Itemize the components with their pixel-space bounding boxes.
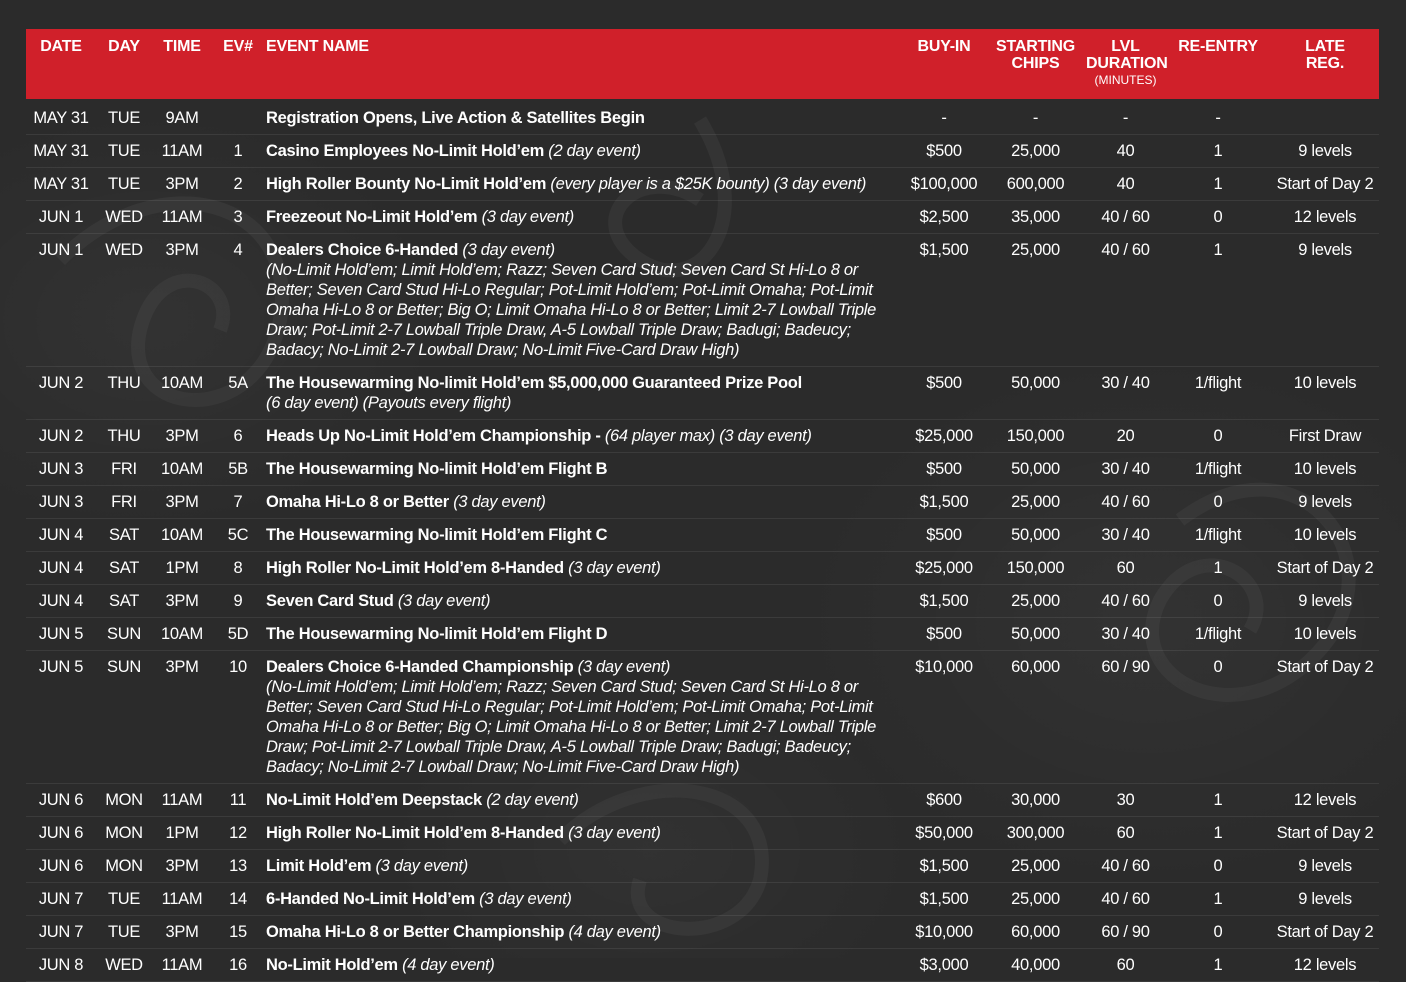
cell-buy-in: $600 bbox=[903, 784, 985, 817]
cell-level-duration: 30 / 40 bbox=[1086, 618, 1165, 651]
cell-buy-in: $10,000 bbox=[903, 651, 985, 784]
header-day: DAY bbox=[96, 29, 152, 99]
cell-re-entry: 1/flight bbox=[1165, 618, 1271, 651]
cell-time: 3PM bbox=[152, 850, 212, 883]
cell-date: MAY 31 bbox=[26, 135, 96, 168]
cell-buy-in: $500 bbox=[903, 135, 985, 168]
cell-ev: 16 bbox=[212, 949, 264, 982]
cell-date: JUN 4 bbox=[26, 585, 96, 618]
cell-starting-chips: 25,000 bbox=[985, 883, 1086, 916]
cell-re-entry: 0 bbox=[1165, 916, 1271, 949]
event-title: Seven Card Stud bbox=[266, 592, 394, 610]
cell-event-name bbox=[264, 916, 903, 949]
header-starting-chips bbox=[985, 29, 1086, 99]
event-title: Freezeout No-Limit Hold’em bbox=[266, 208, 478, 226]
cell-ev: 1 bbox=[212, 135, 264, 168]
header-lvl-line1: LVL bbox=[1111, 38, 1140, 55]
cell-late-reg: 9 levels bbox=[1271, 585, 1379, 618]
cell-buy-in: $500 bbox=[903, 453, 985, 486]
table-row bbox=[26, 99, 1379, 135]
header-buy-in: BUY-IN bbox=[903, 29, 985, 99]
cell-late-reg: 10 levels bbox=[1271, 618, 1379, 651]
cell-time: 10AM bbox=[152, 453, 212, 486]
cell-event-name bbox=[264, 168, 903, 201]
cell-late-reg: 9 levels bbox=[1271, 883, 1379, 916]
cell-level-duration: 60 / 90 bbox=[1086, 651, 1165, 784]
cell-time: 11AM bbox=[152, 201, 212, 234]
cell-event-name bbox=[264, 651, 903, 784]
header-event-name: EVENT NAME bbox=[264, 29, 903, 99]
cell-starting-chips: 600,000 bbox=[985, 168, 1086, 201]
table-row bbox=[26, 651, 1379, 784]
cell-day: THU bbox=[96, 420, 152, 453]
cell-starting-chips: 35,000 bbox=[985, 201, 1086, 234]
cell-ev: 5A bbox=[212, 367, 264, 420]
cell-starting-chips: 50,000 bbox=[985, 367, 1086, 420]
cell-level-duration: 30 / 40 bbox=[1086, 367, 1165, 420]
cell-late-reg: Start of Day 2 bbox=[1271, 168, 1379, 201]
cell-day: SUN bbox=[96, 651, 152, 784]
event-note: (3 day event) bbox=[481, 208, 574, 226]
cell-time: 3PM bbox=[152, 234, 212, 367]
cell-buy-in: $10,000 bbox=[903, 916, 985, 949]
cell-time: 10AM bbox=[152, 367, 212, 420]
cell-starting-chips: 60,000 bbox=[985, 916, 1086, 949]
cell-re-entry: 1 bbox=[1165, 949, 1271, 982]
cell-late-reg: 9 levels bbox=[1271, 850, 1379, 883]
cell-date: JUN 3 bbox=[26, 486, 96, 519]
cell-event-name bbox=[264, 817, 903, 850]
cell-level-duration: 40 / 60 bbox=[1086, 850, 1165, 883]
cell-ev: 5B bbox=[212, 453, 264, 486]
event-title: No-Limit Hold’em bbox=[266, 956, 398, 974]
cell-buy-in: $1,500 bbox=[903, 850, 985, 883]
cell-re-entry: 0 bbox=[1165, 420, 1271, 453]
event-title: High Roller No-Limit Hold’em 8-Handed bbox=[266, 824, 564, 842]
cell-late-reg: 9 levels bbox=[1271, 234, 1379, 367]
cell-ev: 3 bbox=[212, 201, 264, 234]
cell-late-reg: 10 levels bbox=[1271, 367, 1379, 420]
cell-ev: 8 bbox=[212, 552, 264, 585]
event-title: Dealers Choice 6-Handed Championship bbox=[266, 658, 574, 676]
event-details: (6 day event) (Payouts every flight) bbox=[266, 394, 512, 412]
cell-date: JUN 1 bbox=[26, 234, 96, 367]
cell-event-name bbox=[264, 949, 903, 982]
cell-event-name bbox=[264, 618, 903, 651]
cell-re-entry: 1/flight bbox=[1165, 367, 1271, 420]
cell-starting-chips: 150,000 bbox=[985, 420, 1086, 453]
cell-date: JUN 5 bbox=[26, 618, 96, 651]
cell-event-name bbox=[264, 420, 903, 453]
cell-starting-chips: 30,000 bbox=[985, 784, 1086, 817]
cell-level-duration: 60 bbox=[1086, 949, 1165, 982]
event-note: (3 day event) bbox=[397, 592, 491, 610]
event-note: (3 day event) bbox=[375, 857, 468, 875]
cell-date: MAY 31 bbox=[26, 168, 96, 201]
cell-date: JUN 3 bbox=[26, 453, 96, 486]
event-title: The Housewarming No-limit Hold’em $5,000,000 Guaranteed Prize Pool bbox=[266, 374, 802, 392]
cell-event-name bbox=[264, 784, 903, 817]
cell-late-reg: 9 levels bbox=[1271, 486, 1379, 519]
cell-starting-chips: 150,000 bbox=[985, 552, 1086, 585]
cell-day: TUE bbox=[96, 883, 152, 916]
schedule-table bbox=[26, 29, 1379, 982]
cell-buy-in: $1,500 bbox=[903, 883, 985, 916]
event-note: (3 day event) bbox=[568, 824, 661, 842]
event-title: Omaha Hi-Lo 8 or Better bbox=[266, 493, 449, 511]
cell-day: TUE bbox=[96, 135, 152, 168]
header-ev: EV# bbox=[212, 29, 264, 99]
cell-starting-chips: 50,000 bbox=[985, 618, 1086, 651]
header-late-reg bbox=[1271, 29, 1379, 99]
cell-late-reg: First Draw bbox=[1271, 420, 1379, 453]
cell-date: JUN 6 bbox=[26, 850, 96, 883]
cell-buy-in: - bbox=[903, 99, 985, 135]
cell-time: 11AM bbox=[152, 949, 212, 982]
cell-starting-chips: 40,000 bbox=[985, 949, 1086, 982]
table-row bbox=[26, 519, 1379, 552]
cell-time: 11AM bbox=[152, 784, 212, 817]
cell-starting-chips: 300,000 bbox=[985, 817, 1086, 850]
cell-date: JUN 1 bbox=[26, 201, 96, 234]
cell-day: WED bbox=[96, 201, 152, 234]
table-row bbox=[26, 420, 1379, 453]
cell-starting-chips: 25,000 bbox=[985, 234, 1086, 367]
cell-re-entry: 1 bbox=[1165, 168, 1271, 201]
event-title: 6-Handed No-Limit Hold’em bbox=[266, 890, 475, 908]
cell-buy-in: $25,000 bbox=[903, 552, 985, 585]
cell-starting-chips: 50,000 bbox=[985, 519, 1086, 552]
cell-level-duration: 40 / 60 bbox=[1086, 234, 1165, 367]
cell-starting-chips: 25,000 bbox=[985, 585, 1086, 618]
event-note: (2 day event) bbox=[486, 791, 579, 809]
table-row bbox=[26, 883, 1379, 916]
cell-day: SAT bbox=[96, 552, 152, 585]
table-row bbox=[26, 585, 1379, 618]
cell-event-name bbox=[264, 234, 903, 367]
cell-starting-chips: - bbox=[985, 99, 1086, 135]
header-late-line2: REG. bbox=[1305, 55, 1345, 72]
cell-starting-chips: 25,000 bbox=[985, 135, 1086, 168]
cell-event-name bbox=[264, 883, 903, 916]
cell-event-name bbox=[264, 201, 903, 234]
table-row bbox=[26, 453, 1379, 486]
cell-date: JUN 7 bbox=[26, 916, 96, 949]
table-row bbox=[26, 949, 1379, 982]
event-title: Omaha Hi-Lo 8 or Better Championship bbox=[266, 923, 565, 941]
event-title: Casino Employees No-Limit Hold’em bbox=[266, 142, 544, 160]
cell-buy-in: $100,000 bbox=[903, 168, 985, 201]
cell-date: JUN 6 bbox=[26, 817, 96, 850]
cell-day: WED bbox=[96, 949, 152, 982]
cell-ev bbox=[212, 99, 264, 135]
event-details: (No-Limit Hold’em; Limit Hold’em; Razz; Seven Card Stud; Seven Card St Hi-Lo 8 or Better; Seven Card Stud Hi-Lo Regular; Pot-Limit Hold’em; Pot-Limit Omaha; Pot-Limit Omaha Hi-Lo 8 or Better; Big O; Limit Omaha Hi-Lo 8 or Better; Limit 2-7 Lowball Triple Draw; Pot-Limit 2-7 Lowball Triple Draw, A-5 Lowball Triple Draw; Badugi; Badeucy; Badacy; No-Limit 2-7 Lowball Draw; No-Limit Five-Card Draw High) bbox=[266, 678, 877, 776]
cell-level-duration: 30 bbox=[1086, 784, 1165, 817]
cell-day: TUE bbox=[96, 99, 152, 135]
cell-late-reg: Start of Day 2 bbox=[1271, 916, 1379, 949]
cell-ev: 11 bbox=[212, 784, 264, 817]
cell-time: 3PM bbox=[152, 420, 212, 453]
cell-date: JUN 2 bbox=[26, 367, 96, 420]
event-title: Limit Hold’em bbox=[266, 857, 372, 875]
table-row bbox=[26, 817, 1379, 850]
cell-level-duration: 30 / 40 bbox=[1086, 519, 1165, 552]
cell-level-duration: 60 bbox=[1086, 552, 1165, 585]
schedule-body bbox=[26, 99, 1379, 982]
cell-event-name bbox=[264, 99, 903, 135]
table-row bbox=[26, 168, 1379, 201]
table-row bbox=[26, 916, 1379, 949]
cell-buy-in: $1,500 bbox=[903, 486, 985, 519]
cell-late-reg: Start of Day 2 bbox=[1271, 552, 1379, 585]
cell-buy-in: $500 bbox=[903, 618, 985, 651]
table-row bbox=[26, 486, 1379, 519]
cell-day: THU bbox=[96, 367, 152, 420]
cell-ev: 2 bbox=[212, 168, 264, 201]
cell-ev: 9 bbox=[212, 585, 264, 618]
cell-time: 10AM bbox=[152, 618, 212, 651]
cell-date: JUN 7 bbox=[26, 883, 96, 916]
cell-re-entry: 0 bbox=[1165, 486, 1271, 519]
cell-time: 3PM bbox=[152, 168, 212, 201]
cell-re-entry: 0 bbox=[1165, 585, 1271, 618]
header-level-duration bbox=[1086, 29, 1168, 99]
cell-buy-in: $2,500 bbox=[903, 201, 985, 234]
cell-ev: 12 bbox=[212, 817, 264, 850]
cell-ev: 13 bbox=[212, 850, 264, 883]
cell-re-entry: 1 bbox=[1165, 552, 1271, 585]
cell-day: MON bbox=[96, 850, 152, 883]
cell-late-reg: 12 levels bbox=[1271, 784, 1379, 817]
cell-time: 9AM bbox=[152, 99, 212, 135]
event-note: (2 day event) bbox=[548, 142, 641, 160]
cell-late-reg: Start of Day 2 bbox=[1271, 817, 1379, 850]
header-lvl-line2: DURATION bbox=[1086, 55, 1168, 72]
cell-date: MAY 31 bbox=[26, 99, 96, 135]
cell-starting-chips: 60,000 bbox=[985, 651, 1086, 784]
cell-time: 3PM bbox=[152, 486, 212, 519]
cell-level-duration: 40 / 60 bbox=[1086, 486, 1165, 519]
table-row bbox=[26, 784, 1379, 817]
cell-time: 1PM bbox=[152, 552, 212, 585]
table-row bbox=[26, 201, 1379, 234]
event-note: (3 day event) bbox=[462, 241, 555, 259]
cell-level-duration: 40 / 60 bbox=[1086, 585, 1165, 618]
cell-buy-in: $500 bbox=[903, 367, 985, 420]
cell-buy-in: $500 bbox=[903, 519, 985, 552]
cell-day: TUE bbox=[96, 916, 152, 949]
cell-level-duration: 60 / 90 bbox=[1086, 916, 1165, 949]
event-title: No-Limit Hold’em Deepstack bbox=[266, 791, 482, 809]
cell-level-duration: 20 bbox=[1086, 420, 1165, 453]
cell-re-entry: 0 bbox=[1165, 850, 1271, 883]
cell-ev: 15 bbox=[212, 916, 264, 949]
cell-event-name bbox=[264, 486, 903, 519]
cell-time: 3PM bbox=[152, 651, 212, 784]
event-title: Dealers Choice 6-Handed bbox=[266, 241, 459, 259]
header-late-line1: LATE bbox=[1305, 38, 1345, 55]
cell-ev: 14 bbox=[212, 883, 264, 916]
cell-late-reg: 10 levels bbox=[1271, 519, 1379, 552]
cell-day: TUE bbox=[96, 168, 152, 201]
cell-event-name bbox=[264, 367, 903, 420]
cell-late-reg: 10 levels bbox=[1271, 453, 1379, 486]
cell-level-duration: - bbox=[1086, 99, 1165, 135]
cell-time: 3PM bbox=[152, 916, 212, 949]
cell-date: JUN 2 bbox=[26, 420, 96, 453]
event-title: High Roller No-Limit Hold’em 8-Handed bbox=[266, 559, 564, 577]
table-row bbox=[26, 234, 1379, 367]
cell-day: MON bbox=[96, 784, 152, 817]
table-header-row bbox=[26, 29, 1379, 99]
event-note: (64 player max) (3 day event) bbox=[604, 427, 812, 445]
cell-buy-in: $1,500 bbox=[903, 234, 985, 367]
cell-date: JUN 4 bbox=[26, 552, 96, 585]
cell-re-entry: 1 bbox=[1165, 784, 1271, 817]
event-details: (No-Limit Hold’em; Limit Hold’em; Razz; Seven Card Stud; Seven Card St Hi-Lo 8 or Better; Seven Card Stud Hi-Lo Regular; Pot-Limit Hold’em; Pot-Limit Omaha; Pot-Limit Omaha Hi-Lo 8 or Better; Big O; Limit Omaha Hi-Lo 8 or Better; Limit 2-7 Lowball Triple Draw; Pot-Limit 2-7 Lowball Triple Draw, A-5 Lowball Triple Draw; Badugi; Badeucy; Badacy; No-Limit 2-7 Lowball Draw; No-Limit Five-Card Draw High) bbox=[266, 261, 877, 359]
cell-day: WED bbox=[96, 234, 152, 367]
cell-level-duration: 40 bbox=[1086, 168, 1165, 201]
cell-ev: 5C bbox=[212, 519, 264, 552]
cell-day: SAT bbox=[96, 519, 152, 552]
event-note: (3 day event) bbox=[453, 493, 546, 511]
event-title: Heads Up No-Limit Hold’em Championship - bbox=[266, 427, 601, 445]
cell-ev: 10 bbox=[212, 651, 264, 784]
cell-time: 11AM bbox=[152, 883, 212, 916]
header-lvl-line3: (MINUTES) bbox=[1094, 73, 1157, 87]
cell-late-reg: Start of Day 2 bbox=[1271, 651, 1379, 784]
event-note: (3 day event) bbox=[577, 658, 671, 676]
cell-date: JUN 8 bbox=[26, 949, 96, 982]
event-title: The Housewarming No-limit Hold’em Flight C bbox=[266, 526, 608, 544]
cell-event-name bbox=[264, 585, 903, 618]
cell-time: 1PM bbox=[152, 817, 212, 850]
cell-day: SAT bbox=[96, 585, 152, 618]
cell-buy-in: $50,000 bbox=[903, 817, 985, 850]
cell-re-entry: 1/flight bbox=[1165, 453, 1271, 486]
cell-event-name bbox=[264, 135, 903, 168]
cell-ev: 6 bbox=[212, 420, 264, 453]
cell-day: FRI bbox=[96, 486, 152, 519]
event-title: The Housewarming No-limit Hold’em Flight B bbox=[266, 460, 608, 478]
header-starting-chips-line1: STARTING bbox=[996, 38, 1075, 55]
header-time: TIME bbox=[152, 29, 212, 99]
cell-date: JUN 6 bbox=[26, 784, 96, 817]
cell-starting-chips: 50,000 bbox=[985, 453, 1086, 486]
cell-day: FRI bbox=[96, 453, 152, 486]
cell-re-entry: 0 bbox=[1165, 201, 1271, 234]
cell-time: 11AM bbox=[152, 135, 212, 168]
header-starting-chips-line2: CHIPS bbox=[1011, 55, 1060, 72]
cell-ev: 4 bbox=[212, 234, 264, 367]
cell-date: JUN 4 bbox=[26, 519, 96, 552]
cell-re-entry: 1 bbox=[1165, 234, 1271, 367]
cell-ev: 7 bbox=[212, 486, 264, 519]
cell-level-duration: 60 bbox=[1086, 817, 1165, 850]
cell-buy-in: $3,000 bbox=[903, 949, 985, 982]
table-row bbox=[26, 367, 1379, 420]
table-row bbox=[26, 850, 1379, 883]
table-row bbox=[26, 552, 1379, 585]
cell-day: MON bbox=[96, 817, 152, 850]
event-title: High Roller Bounty No-Limit Hold’em bbox=[266, 175, 547, 193]
table-row bbox=[26, 135, 1379, 168]
cell-date: JUN 5 bbox=[26, 651, 96, 784]
cell-late-reg: 12 levels bbox=[1271, 949, 1379, 982]
cell-time: 3PM bbox=[152, 585, 212, 618]
cell-re-entry: 1 bbox=[1165, 883, 1271, 916]
cell-event-name bbox=[264, 850, 903, 883]
cell-starting-chips: 25,000 bbox=[985, 850, 1086, 883]
cell-event-name bbox=[264, 552, 903, 585]
cell-buy-in: $1,500 bbox=[903, 585, 985, 618]
cell-re-entry: 0 bbox=[1165, 651, 1271, 784]
header-date: DATE bbox=[26, 29, 96, 99]
event-title: The Housewarming No-limit Hold’em Flight D bbox=[266, 625, 608, 643]
cell-level-duration: 40 / 60 bbox=[1086, 201, 1165, 234]
cell-late-reg: 9 levels bbox=[1271, 135, 1379, 168]
cell-ev: 5D bbox=[212, 618, 264, 651]
cell-starting-chips: 25,000 bbox=[985, 486, 1086, 519]
cell-level-duration: 40 bbox=[1086, 135, 1165, 168]
cell-re-entry: - bbox=[1165, 99, 1271, 135]
cell-level-duration: 30 / 40 bbox=[1086, 453, 1165, 486]
cell-late-reg: 12 levels bbox=[1271, 201, 1379, 234]
header-re-entry: RE-ENTRY bbox=[1165, 29, 1271, 99]
cell-level-duration: 40 / 60 bbox=[1086, 883, 1165, 916]
event-title: Registration Opens, Live Action & Satellites Begin bbox=[266, 109, 645, 127]
cell-re-entry: 1 bbox=[1165, 135, 1271, 168]
cell-re-entry: 1 bbox=[1165, 817, 1271, 850]
cell-re-entry: 1/flight bbox=[1165, 519, 1271, 552]
cell-event-name bbox=[264, 453, 903, 486]
cell-buy-in: $25,000 bbox=[903, 420, 985, 453]
table-row bbox=[26, 618, 1379, 651]
cell-late-reg bbox=[1271, 99, 1379, 135]
event-note: (4 day event) bbox=[402, 956, 495, 974]
cell-time: 10AM bbox=[152, 519, 212, 552]
schedule-table-container bbox=[26, 29, 1379, 982]
event-note: (4 day event) bbox=[568, 923, 661, 941]
event-note: (3 day event) bbox=[568, 559, 661, 577]
cell-day: SUN bbox=[96, 618, 152, 651]
event-note: (3 day event) bbox=[479, 890, 572, 908]
cell-event-name bbox=[264, 519, 903, 552]
event-note: (every player is a $25K bounty) (3 day event) bbox=[550, 175, 867, 193]
